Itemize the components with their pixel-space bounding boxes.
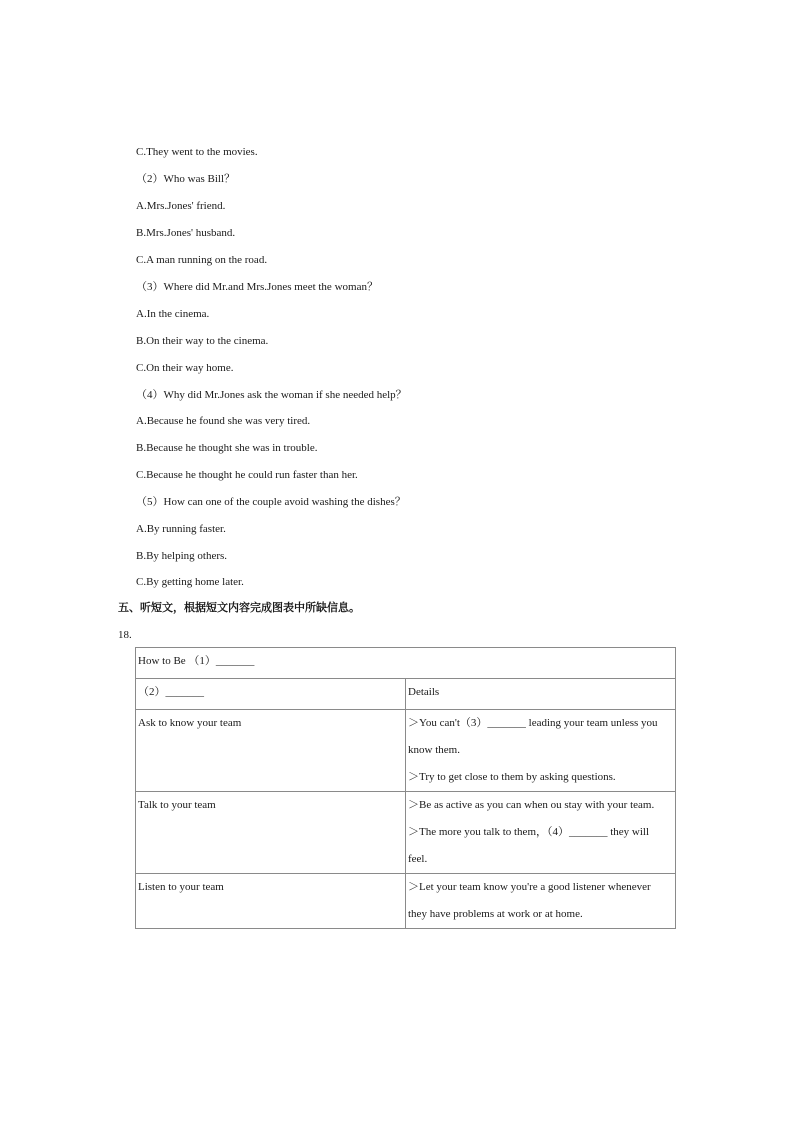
info-table xyxy=(135,647,676,929)
q1-option-c: C.They went to the movies. xyxy=(136,146,258,158)
detail-line: know them. xyxy=(408,744,460,756)
table-row xyxy=(136,792,676,874)
q4-option-b: B.Because he thought she was in trouble. xyxy=(136,442,318,454)
q5-option-c: C.By getting home later. xyxy=(136,576,244,588)
q2-option-a: A.Mrs.Jones' friend. xyxy=(136,200,226,212)
detail-line: they have problems at work or at home. xyxy=(408,908,583,920)
detail-line: ＞Let your team know you're a good listener whenever xyxy=(408,881,651,893)
detail-line: ＞The more you talk to them，（4）_______ they will xyxy=(408,826,650,838)
q5-option-a: A.By running faster. xyxy=(136,523,226,535)
table-header-left: （2）_______ xyxy=(136,679,406,710)
section-heading: 五、听短文，根据短文内容完成图表中所缺信息。 xyxy=(118,601,360,614)
q4-option-c: C.Because he thought he could run faster than her. xyxy=(136,469,358,481)
detail-line: ＞Try to get close to them by asking questions. xyxy=(408,771,616,783)
row-label: Talk to your team xyxy=(136,792,406,874)
row-details xyxy=(406,874,676,929)
table-header-right: Details xyxy=(406,679,676,710)
q5-stem: （5）How can one of the couple avoid washing the dishes？ xyxy=(136,496,406,508)
detail-line: feel. xyxy=(408,853,428,865)
q2-stem: （2）Who was Bill？ xyxy=(136,173,235,185)
detail-line: ＞Be as active as you can when ou stay with your team. xyxy=(408,799,655,811)
detail-line: ＞You can't（3）_______ leading your team unless you xyxy=(408,717,658,729)
row-details xyxy=(406,792,676,874)
q2-option-c: C.A man running on the road. xyxy=(136,254,268,266)
table-row xyxy=(136,874,676,929)
q5-option-b: B.By helping others. xyxy=(136,550,228,562)
q3-option-c: C.On their way home. xyxy=(136,362,234,374)
q3-option-a: A.In the cinema. xyxy=(136,308,210,320)
q2-option-b: B.Mrs.Jones' husband. xyxy=(136,227,236,239)
question-number: 18. xyxy=(118,629,132,641)
q4-option-a: A.Because he found she was very tired. xyxy=(136,415,311,427)
q3-stem: （3）Where did Mr.and Mrs.Jones meet the woman？ xyxy=(136,281,378,293)
table-title-row xyxy=(136,648,676,679)
row-label: Ask to know your team xyxy=(136,710,406,792)
row-details xyxy=(406,710,676,792)
q3-option-b: B.On their way to the cinema. xyxy=(136,335,269,347)
table-header-row xyxy=(136,679,676,710)
q4-stem: （4）Why did Mr.Jones ask the woman if she needed help？ xyxy=(136,389,407,401)
table-title: How to Be （1）_______ xyxy=(136,648,676,679)
table-row xyxy=(136,710,676,792)
row-label: Listen to your team xyxy=(136,874,406,929)
